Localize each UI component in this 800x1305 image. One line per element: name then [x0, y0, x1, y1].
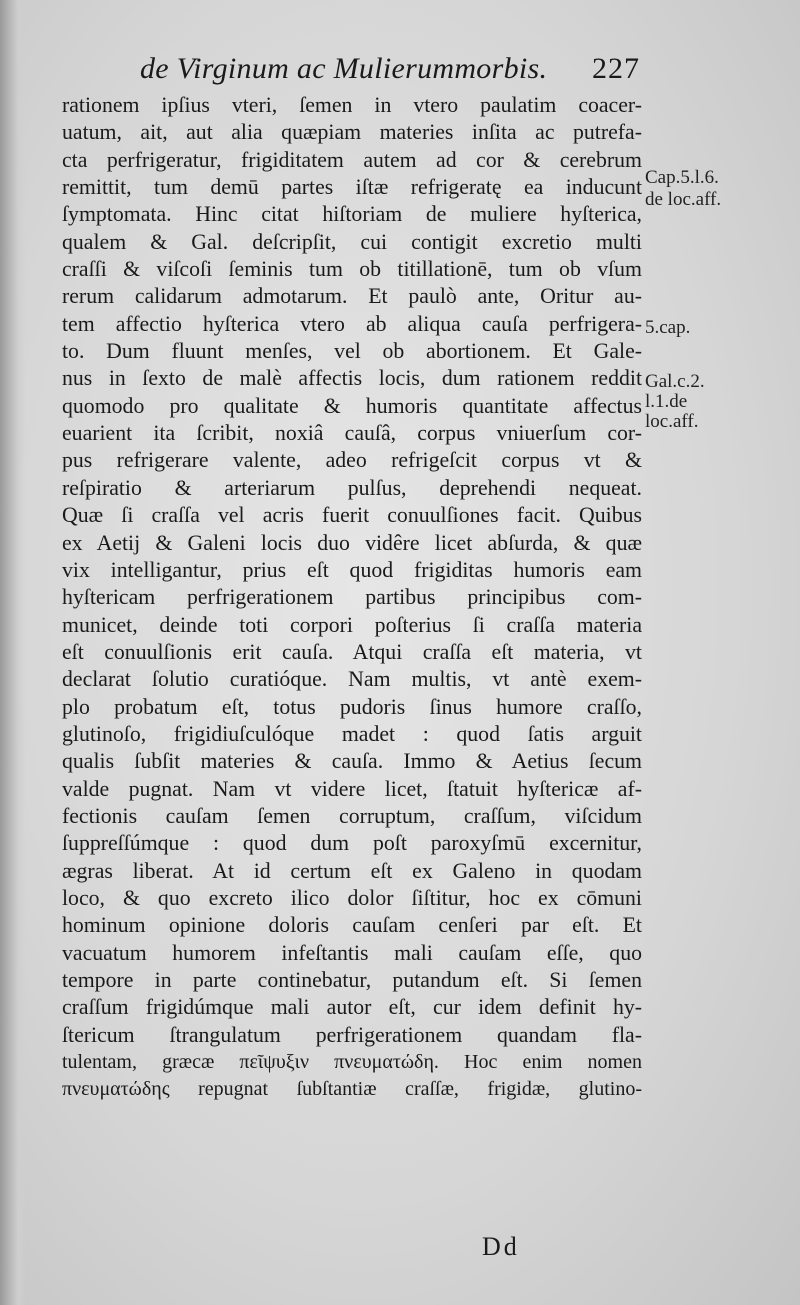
text-line: tulentam, græcæ πεῖψυξιν πνευματώδη. Hoc enim nomen: [62, 1051, 642, 1074]
text-line: municet, deinde toti corpori poſterius ſi craſſa materia: [62, 612, 642, 637]
text-line: ex Aetij & Galeni locis duo vidêre licet abſurda, & quæ: [62, 530, 642, 555]
text-line: hyſtericam perfrigerationem partibus principibus com-: [62, 585, 642, 610]
text-line: glutinoſo, frigidiuſculóque madet : quod ſatis arguit: [62, 721, 642, 746]
text-line: euarient ita ſcribit, noxiâ cauſâ, corpus vniuerſum cor-: [62, 421, 642, 446]
margin-note: loc.aff.: [645, 411, 699, 432]
page-header: [140, 52, 640, 96]
text-line: qualem & Gal. deſcripſit, cui contigit excretio multi: [62, 229, 642, 254]
text-line: tem affectio hyſterica vtero ab aliqua cauſa perfrigera-: [62, 311, 642, 336]
text-line: quomodo pro qualitate & humoris quantitate affectus: [62, 393, 642, 418]
text-line: πνευματώδης repugnat ſubſtantiæ craſſæ, frigidæ, glutino-: [62, 1078, 642, 1101]
signature-mark: Dd: [482, 1232, 520, 1261]
text-line: ſymptomata. Hinc citat hiſtoriam de muliere hyſterica,: [62, 202, 642, 227]
text-line: valde pugnat. Nam vt videre licet, ſtatuit hyſtericæ af-: [62, 776, 642, 801]
text-line: hominum opinione doloris cauſam cenſeri par eſt. Et: [62, 913, 642, 938]
text-line: Quæ ſi craſſa vel acris fuerit conuulſiones facit. Quibus: [62, 503, 642, 528]
text-line: cta perfrigeratur, frigiditatem autem ad cor & cerebrum: [62, 147, 642, 172]
text-line: ſuppreſſúmque : quod dum poſt paroxyſmū excernitur,: [62, 831, 642, 856]
margin-note: 5.cap.: [645, 317, 691, 338]
body-text: [62, 92, 642, 1104]
text-line: vix intelligantur, prius eſt quod frigiditas humoris eam: [62, 557, 642, 582]
text-line: to. Dum fluunt menſes, vel ob abortionem. Et Gale-: [62, 339, 642, 364]
margin-note: Cap.5.l.6.: [645, 167, 719, 188]
text-line: qualis ſubſit materies & cauſa. Immo & Aetius ſecum: [62, 749, 642, 774]
text-line: pus refrigerare valente, adeo refrigeſcit corpus vt &: [62, 448, 642, 473]
text-line: rerum calidarum admotarum. Et paulò ante, Oritur au-: [62, 284, 642, 309]
text-line: ſtericum ſtrangulatum perfrigerationem quandam fla-: [62, 1022, 642, 1047]
text-line: ægras liberat. At id certum eſt ex Galeno in quodam: [62, 858, 642, 883]
margin-note: l.1.de: [645, 391, 688, 412]
text-line: eſt conuulſionis erit cauſa. Atqui craſſa eſt materia, vt: [62, 639, 642, 664]
text-line: rationem ipſius vteri, ſemen in vtero paulatim coacer-: [62, 93, 642, 117]
text-line: craſſum frigidúmque mali autor eſt, cur idem definit hy-: [62, 995, 642, 1020]
text-line: vacuatum humorem infeſtantis mali cauſam eſſe, quo: [62, 940, 642, 965]
text-line: loco, & quo excreto ilico dolor ſiſtitur, hoc ex cōmuni: [62, 885, 642, 910]
text-line: fectionis cauſam ſemen corruptum, craſſum, viſcidum: [62, 803, 642, 828]
page-number: 227: [592, 52, 640, 85]
text-line: declarat ſolutio curatióque. Nam multis, vt antè exem-: [62, 667, 642, 692]
text-line: craſſi & viſcoſi ſeminis tum ob titillationē, tum ob vſum: [62, 257, 642, 282]
text-line: tempore in parte continebatur, putandum eſt. Si ſemen: [62, 968, 642, 992]
text-line: plo probatum eſt, totus pudoris ſinus humore craſſo,: [62, 694, 642, 719]
text-line: nus in ſexto de malè affectis locis, dum rationem reddit: [62, 366, 642, 391]
text-line: remittit, tum demū partes iſtæ refrigeratę ea inducunt: [62, 175, 642, 200]
margin-note: Gal.c.2.: [645, 371, 705, 392]
page-gutter-shadow: [0, 0, 26, 1305]
text-line: uatum, ait, aut alia quæpiam materies inſita ac putrefa-: [62, 120, 642, 145]
margin-note: de loc.aff.: [645, 189, 722, 210]
text-line: reſpiratio & arteriarum pulſus, deprehendi nequeat.: [62, 475, 642, 500]
running-head: de Virginum ac Mulierummorbis.: [140, 52, 548, 85]
